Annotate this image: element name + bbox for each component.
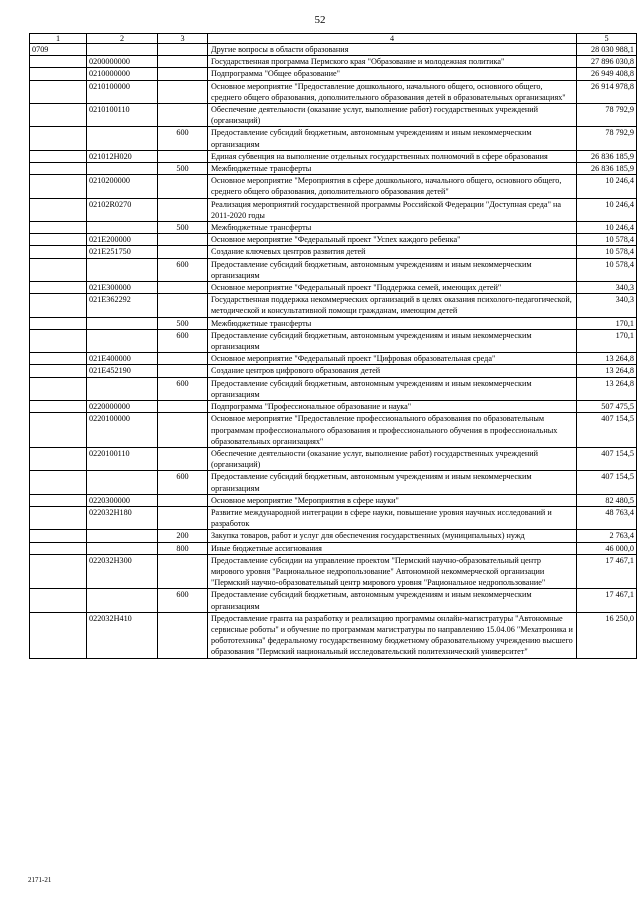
amount-cell: 10 578,4 — [577, 258, 637, 281]
description-cell: Предоставление субсидий бюджетным, автономным учреждениям и иным некоммерческим организациям — [208, 589, 577, 612]
amount-cell: 507 475,5 — [577, 401, 637, 413]
budget-table — [29, 33, 637, 659]
target-code-cell: 0210100110 — [87, 104, 158, 127]
header-col-1: 1 — [30, 34, 87, 44]
target-code-cell: 022032Н300 — [87, 554, 158, 589]
description-cell: Основное мероприятие "Федеральный проект "Цифровая образовательная среда" — [208, 353, 577, 365]
amount-cell: 407 154,5 — [577, 447, 637, 470]
table-row — [30, 282, 637, 294]
amount-cell: 17 467,1 — [577, 589, 637, 612]
target-code-cell: 0200000000 — [87, 56, 158, 68]
target-code-cell: 022032Н410 — [87, 612, 158, 658]
table-row — [30, 80, 637, 103]
target-code-cell: 0210200000 — [87, 175, 158, 198]
description-cell: Основное мероприятие "Предоставление профессионального образования по образовательным программам профессионального образования и профессионального обучения в профессиональных образовательных организациях" — [208, 413, 577, 448]
expense-type-cell: 600 — [158, 258, 208, 281]
description-cell: Обеспечение деятельности (оказание услуг, выполнение работ) государственных учреждений (организаций) — [208, 447, 577, 470]
description-cell: Предоставление субсидий бюджетным, автономным учреждениям и иным некоммерческим организациям — [208, 258, 577, 281]
target-code-cell — [87, 127, 158, 150]
target-code-cell: 021Е300000 — [87, 282, 158, 294]
page-number: 52 — [314, 14, 326, 26]
header-col-3: 3 — [158, 34, 208, 44]
description-cell: Предоставление субсидий бюджетным, автономным учреждениям и иным некоммерческим организациям — [208, 127, 577, 150]
expense-type-cell — [158, 413, 208, 448]
section-code-cell — [30, 353, 87, 365]
expense-type-cell — [158, 401, 208, 413]
section-code-cell: 0709 — [30, 44, 87, 56]
table-row — [30, 589, 637, 612]
table-row — [30, 413, 637, 448]
table-row — [30, 294, 637, 317]
description-cell: Основное мероприятие "Федеральный проект "Поддержка семей, имеющих детей" — [208, 282, 577, 294]
expense-type-cell: 600 — [158, 589, 208, 612]
description-cell: Межбюджетные трансферты — [208, 163, 577, 175]
expense-type-cell — [158, 353, 208, 365]
description-cell: Межбюджетные трансферты — [208, 317, 577, 329]
table-row — [30, 471, 637, 494]
section-code-cell — [30, 401, 87, 413]
section-code-cell — [30, 317, 87, 329]
description-cell: Государственная программа Пермского края "Образование и молодежная политика" — [208, 56, 577, 68]
expense-type-cell — [158, 365, 208, 377]
table-row — [30, 246, 637, 258]
section-code-cell — [30, 589, 87, 612]
table-row — [30, 317, 637, 329]
amount-cell: 10 246,4 — [577, 222, 637, 234]
expense-type-cell — [158, 175, 208, 198]
section-code-cell — [30, 413, 87, 448]
table-row — [30, 377, 637, 400]
description-cell: Предоставление субсидий бюджетным, автономным учреждениям и иным некоммерческим организациям — [208, 329, 577, 352]
amount-cell: 340,3 — [577, 282, 637, 294]
amount-cell: 340,3 — [577, 294, 637, 317]
description-cell: Основное мероприятие "Предоставление дошкольного, начального общего, основного общего, среднего общего образования, дополнительного образования детей в образовательных организациях" — [208, 80, 577, 103]
table-row — [30, 494, 637, 506]
section-code-cell — [30, 530, 87, 542]
expense-type-cell — [158, 80, 208, 103]
expense-type-cell — [158, 506, 208, 529]
amount-cell: 26 836 185,9 — [577, 150, 637, 162]
expense-type-cell: 500 — [158, 317, 208, 329]
amount-cell: 407 154,5 — [577, 471, 637, 494]
section-code-cell — [30, 150, 87, 162]
target-code-cell — [87, 222, 158, 234]
amount-cell: 17 467,1 — [577, 554, 637, 589]
expense-type-cell: 500 — [158, 163, 208, 175]
amount-cell: 27 896 030,8 — [577, 56, 637, 68]
amount-cell: 13 264,8 — [577, 353, 637, 365]
amount-cell: 10 246,4 — [577, 175, 637, 198]
table-body — [30, 44, 637, 659]
target-code-cell: 0210100000 — [87, 80, 158, 103]
section-code-cell — [30, 294, 87, 317]
amount-cell: 407 154,5 — [577, 413, 637, 448]
section-code-cell — [30, 377, 87, 400]
section-code-cell — [30, 542, 87, 554]
target-code-cell — [87, 317, 158, 329]
section-code-cell — [30, 506, 87, 529]
target-code-cell: 021012Н020 — [87, 150, 158, 162]
amount-cell: 78 792,9 — [577, 104, 637, 127]
table-row — [30, 401, 637, 413]
description-cell: Предоставление субсидий бюджетным, автономным учреждениям и иным некоммерческим организациям — [208, 377, 577, 400]
section-code-cell — [30, 365, 87, 377]
expense-type-cell: 600 — [158, 471, 208, 494]
expense-type-cell — [158, 68, 208, 80]
section-code-cell — [30, 163, 87, 175]
section-code-cell — [30, 234, 87, 246]
expense-type-cell — [158, 447, 208, 470]
table-row — [30, 150, 637, 162]
table-row — [30, 542, 637, 554]
description-cell: Предоставление субсидии на управление проектом "Пермский научно-образовательный центр мирового уровня "Рациональное недропользование" Автономной некоммерческой организации "Пермский научно-образовательный центр мирового уровня "Рациональное недропользование" — [208, 554, 577, 589]
amount-cell: 78 792,9 — [577, 127, 637, 150]
table-row — [30, 222, 637, 234]
description-cell: Обеспечение деятельности (оказание услуг, выполнение работ) государственных учреждений (организаций) — [208, 104, 577, 127]
amount-cell: 26 949 408,8 — [577, 68, 637, 80]
target-code-cell: 02102R0270 — [87, 198, 158, 221]
amount-cell: 13 264,8 — [577, 365, 637, 377]
section-code-cell — [30, 68, 87, 80]
target-code-cell — [87, 258, 158, 281]
table-row — [30, 554, 637, 589]
target-code-cell: 0210000000 — [87, 68, 158, 80]
amount-cell: 170,1 — [577, 329, 637, 352]
target-code-cell: 022032Н180 — [87, 506, 158, 529]
expense-type-cell — [158, 282, 208, 294]
expense-type-cell — [158, 234, 208, 246]
section-code-cell — [30, 222, 87, 234]
table-row — [30, 104, 637, 127]
description-cell: Создание центров цифрового образования детей — [208, 365, 577, 377]
description-cell: Реализация мероприятий государственной программы Российской Федерации "Доступная среда" на 2011-2020 годы — [208, 198, 577, 221]
description-cell: Единая субвенция на выполнение отдельных государственных полномочий в сфере образования — [208, 150, 577, 162]
section-code-cell — [30, 104, 87, 127]
table-row — [30, 447, 637, 470]
table-row — [30, 530, 637, 542]
target-code-cell — [87, 589, 158, 612]
expense-type-cell: 200 — [158, 530, 208, 542]
target-code-cell: 021Е452190 — [87, 365, 158, 377]
table-row — [30, 506, 637, 529]
description-cell: Развитие международной интеграции в сфере науки, повышение уровня научных исследований и разработок — [208, 506, 577, 529]
description-cell: Основное мероприятие "Мероприятия в сфере науки" — [208, 494, 577, 506]
target-code-cell — [87, 542, 158, 554]
description-cell: Основное мероприятие "Федеральный проект "Успех каждого ребенка" — [208, 234, 577, 246]
description-cell: Подпрограмма "Профессиональное образование и наука" — [208, 401, 577, 413]
section-code-cell — [30, 198, 87, 221]
target-code-cell — [87, 377, 158, 400]
header-col-4: 4 — [208, 34, 577, 44]
target-code-cell: 0220000000 — [87, 401, 158, 413]
amount-cell: 28 030 988,1 — [577, 44, 637, 56]
section-code-cell — [30, 246, 87, 258]
target-code-cell: 0220300000 — [87, 494, 158, 506]
expense-type-cell — [158, 198, 208, 221]
section-code-cell — [30, 471, 87, 494]
section-code-cell — [30, 329, 87, 352]
amount-cell: 10 578,4 — [577, 234, 637, 246]
expense-type-cell — [158, 56, 208, 68]
table-row — [30, 127, 637, 150]
target-code-cell — [87, 530, 158, 542]
target-code-cell: 0220100000 — [87, 413, 158, 448]
table-row — [30, 198, 637, 221]
header-row — [30, 34, 637, 44]
description-cell: Предоставление гранта на разработку и реализацию программы онлайн-магистратуры "Автономные сервисные роботы" и обучение по программам магистратуры по направлению 15.04.06 "Мехатроника и робототехника" федеральному государственному бюджетному образовательному учреждению высшего образования "Пермский национальный исследовательский политехнический университет" — [208, 612, 577, 658]
amount-cell: 26 914 978,8 — [577, 80, 637, 103]
table-row — [30, 163, 637, 175]
expense-type-cell — [158, 246, 208, 258]
target-code-cell — [87, 329, 158, 352]
target-code-cell — [87, 44, 158, 56]
footer-code: 2171-21 — [28, 876, 52, 884]
expense-type-cell — [158, 612, 208, 658]
description-cell: Создание ключевых центров развития детей — [208, 246, 577, 258]
section-code-cell — [30, 447, 87, 470]
amount-cell: 13 264,8 — [577, 377, 637, 400]
description-cell: Государственная поддержка некоммерческих организаций в целях оказания психолого-педагогической, методической и консультативной помощи гражданам, имеющим детей — [208, 294, 577, 317]
amount-cell: 82 480,5 — [577, 494, 637, 506]
section-code-cell — [30, 258, 87, 281]
target-code-cell: 021Е251750 — [87, 246, 158, 258]
section-code-cell — [30, 56, 87, 68]
description-cell: Межбюджетные трансферты — [208, 222, 577, 234]
expense-type-cell — [158, 294, 208, 317]
table-row — [30, 353, 637, 365]
section-code-cell — [30, 175, 87, 198]
amount-cell: 10 578,4 — [577, 246, 637, 258]
table-row — [30, 258, 637, 281]
amount-cell: 48 763,4 — [577, 506, 637, 529]
section-code-cell — [30, 282, 87, 294]
amount-cell: 170,1 — [577, 317, 637, 329]
description-cell: Другие вопросы в области образования — [208, 44, 577, 56]
table-row — [30, 56, 637, 68]
description-cell: Закупка товаров, работ и услуг для обеспечения государственных (муниципальных) нужд — [208, 530, 577, 542]
table-row — [30, 329, 637, 352]
amount-cell: 46 000,0 — [577, 542, 637, 554]
section-code-cell — [30, 127, 87, 150]
target-code-cell — [87, 163, 158, 175]
amount-cell: 16 250,0 — [577, 612, 637, 658]
section-code-cell — [30, 494, 87, 506]
target-code-cell: 021Е362292 — [87, 294, 158, 317]
target-code-cell: 021Е200000 — [87, 234, 158, 246]
expense-type-cell: 600 — [158, 377, 208, 400]
amount-cell: 10 246,4 — [577, 198, 637, 221]
section-code-cell — [30, 80, 87, 103]
expense-type-cell — [158, 494, 208, 506]
description-cell: Иные бюджетные ассигнования — [208, 542, 577, 554]
table-row — [30, 365, 637, 377]
section-code-cell — [30, 612, 87, 658]
expense-type-cell — [158, 150, 208, 162]
table-row — [30, 234, 637, 246]
expense-type-cell — [158, 104, 208, 127]
description-cell: Подпрограмма "Общее образование" — [208, 68, 577, 80]
target-code-cell — [87, 471, 158, 494]
description-cell: Предоставление субсидий бюджетным, автономным учреждениям и иным некоммерческим организациям — [208, 471, 577, 494]
header-col-5: 5 — [577, 34, 637, 44]
amount-cell: 26 836 185,9 — [577, 163, 637, 175]
table-row — [30, 612, 637, 658]
expense-type-cell: 600 — [158, 329, 208, 352]
expense-type-cell — [158, 554, 208, 589]
expense-type-cell: 500 — [158, 222, 208, 234]
table-row — [30, 44, 637, 56]
expense-type-cell — [158, 44, 208, 56]
description-cell: Основное мероприятие "Мероприятия в сфере дошкольного, начального общего, основного общего, среднего общего образования, дополнительного образования детей" — [208, 175, 577, 198]
table-row — [30, 68, 637, 80]
table-row — [30, 175, 637, 198]
expense-type-cell: 600 — [158, 127, 208, 150]
target-code-cell: 021Е400000 — [87, 353, 158, 365]
amount-cell: 2 763,4 — [577, 530, 637, 542]
target-code-cell: 0220100110 — [87, 447, 158, 470]
section-code-cell — [30, 554, 87, 589]
expense-type-cell: 800 — [158, 542, 208, 554]
header-col-2: 2 — [87, 34, 158, 44]
